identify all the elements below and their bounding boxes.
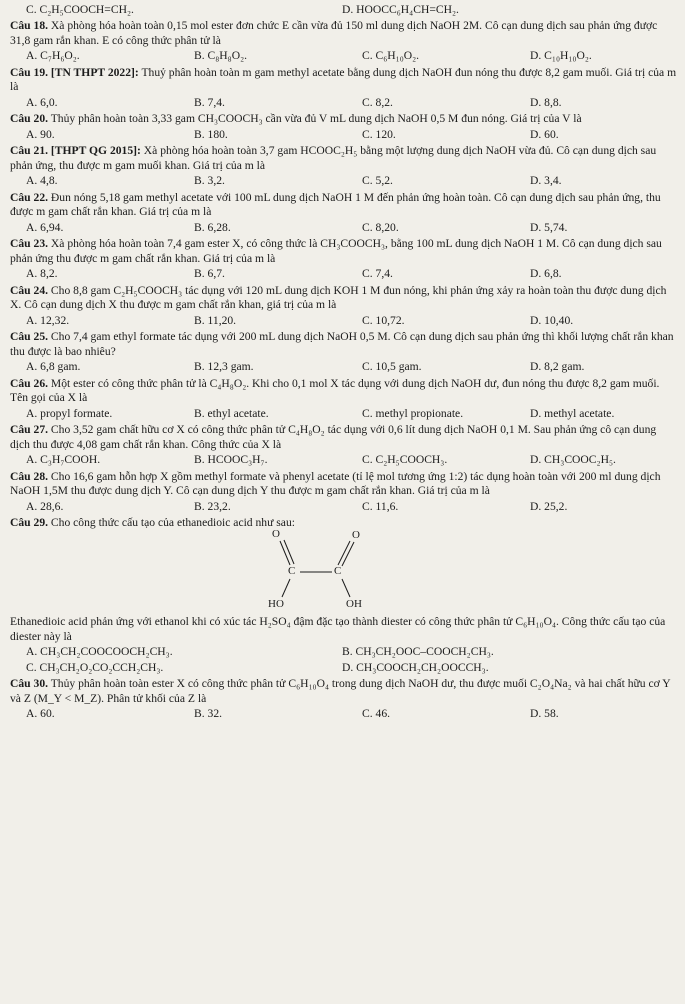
options — [10, 128, 677, 142]
question-label: Câu 27. — [10, 423, 49, 437]
option-c: C. C₂H₅COOCH₃. — [362, 453, 448, 467]
atom-ho: HO — [268, 598, 284, 611]
options — [10, 174, 677, 188]
options — [10, 314, 677, 328]
option-b: B. 23,2. — [194, 499, 231, 513]
question-label: Câu 28. — [10, 469, 49, 483]
option-c: C. 10,72. — [362, 313, 405, 327]
question-label: Câu 21. [THPT QG 2015]: — [10, 144, 141, 158]
option-d: D. 60. — [530, 127, 559, 141]
option-d: D. 6,8. — [530, 267, 562, 281]
question-text: Cho 16,6 gam hỗn hợp X gồm methyl formate và phenyl acetate (tỉ lệ mol tương ứng 1:2) tác dụng hoàn toàn với 200 ml dung dịch NaOH 1,5M thu được dung dịch Y. Cô cạn dung dịch Y thu được m gam chất rắn khan. Giá trị của m là — [10, 469, 661, 498]
option-a: A. 28,6. — [26, 499, 64, 513]
option-c: C. 10,5 gam. — [362, 360, 422, 374]
options — [10, 407, 677, 421]
atom-o-left: O — [272, 528, 280, 541]
option-a: A. propyl formate. — [26, 406, 113, 420]
option-c: C. 7,4. — [362, 267, 393, 281]
option-b: B. 7,4. — [194, 95, 225, 109]
question-20 — [10, 112, 677, 142]
question-28 — [10, 470, 677, 514]
option-d: D. 10,40. — [530, 313, 574, 327]
option-d: D. 3,4. — [530, 174, 562, 188]
option-d: D. 5,74. — [530, 220, 568, 234]
option-a: A. 6,8 gam. — [26, 360, 81, 374]
option-b: B. 6,28. — [194, 220, 231, 234]
option-b: B. 6,7. — [194, 267, 225, 281]
options — [10, 267, 677, 281]
question-label: Câu 26. — [10, 376, 49, 390]
question-text: Xà phòng hóa hoàn toàn 3,7 gam HCOOC₂H₅ bằng một lượng dung dịch NaOH vừa đủ. Cô cạn dung dịch sau phản ứng, thu được m gam muối khan. Giá trị của m là — [10, 144, 657, 172]
option-a: A. 8,2. — [26, 267, 58, 281]
question-21 — [10, 144, 677, 188]
option-b: B. CH₃CH₂OOC–COOCH₂CH₃. — [342, 645, 494, 659]
option-a: A. C₃H₇COOH. — [26, 453, 101, 467]
option-a: A. C₇H₆O₂. — [26, 49, 80, 63]
question-24 — [10, 284, 677, 328]
option-a: A. 4,8. — [26, 174, 58, 188]
option-c: C. C₆H₁₀O₂. — [362, 49, 420, 63]
option-b: B. 12,3 gam. — [194, 360, 254, 374]
previous-question-options — [10, 3, 677, 17]
option-a: A. 6,94. — [26, 220, 64, 234]
option-c: C. C₂H₅COOCH=CH₂. — [26, 3, 134, 16]
question-label: Câu 25. — [10, 330, 49, 344]
question-label: Câu 30. — [10, 677, 49, 691]
question-label: Câu 18. — [10, 19, 49, 33]
option-a: A. 60. — [26, 707, 55, 721]
question-label: Câu 29. — [10, 515, 49, 529]
options — [10, 707, 677, 721]
atom-o-right: O — [352, 529, 360, 542]
question-text: Cho 3,52 gam chất hữu cơ X có công thức phân tử C₄H₈O₂ tác dụng với 0,6 lít dung dịch NaOH 0,1 M. Sau phản ứng cô cạn dung dịch thu được 4,08 gam chất rắn khan. Công thức của X là — [10, 423, 657, 451]
left-c-o-double-bond-1 — [280, 541, 290, 565]
options — [10, 96, 677, 110]
option-d: D. 25,2. — [530, 499, 568, 513]
left-c-oh-bond — [282, 579, 290, 597]
option-d: D. CH₃COOCH₂CH₂OOCCH₃. — [342, 660, 489, 674]
option-b: B. C₈H₈O₂. — [194, 49, 248, 63]
question-18 — [10, 19, 677, 63]
option-d: D. 8,2 gam. — [530, 360, 585, 374]
option-b: B. 11,20. — [194, 313, 237, 327]
option-b: B. ethyl acetate. — [194, 406, 269, 420]
left-c-o-double-bond-2 — [284, 540, 294, 564]
question-text: Xà phòng hóa hoàn toàn 0,15 mol ester đơn chức E cần vừa đủ 150 ml dung dịch NaOH 2M. Cô cạn dung dịch sau phản ứng được 31,8 gam rắn khan. E có công thức phân tử là — [10, 19, 658, 47]
question-text-continued: Ethanedioic acid phản ứng với ethanol khi có xúc tác H₂SO₄ đậm đặc tạo thành diester có công thức phân tử C₆H₁₀O₄. Công thức cấu tạo của diester này là — [10, 615, 666, 643]
option-a: A. 6,0. — [26, 95, 58, 109]
question-text: Xà phòng hóa hoàn toàn 7,4 gam ester X, có công thức là CH₃COOCH₃, bằng 100 mL dung dịch NaOH 1 M. Cô cạn dung dịch sau phản ứng thu được m gam chất rắn khan. Giá trị của m là — [10, 237, 662, 265]
option-c: C. 8,20. — [362, 220, 399, 234]
option-c: C. CH₃CH₂O₂CO₂CCH₂CH₃. — [26, 660, 164, 674]
options — [10, 49, 677, 63]
option-a: A. 12,32. — [26, 313, 70, 327]
option-a: A. 90. — [26, 127, 55, 141]
option-d: D. C₁₀H₁₀O₂. — [530, 49, 592, 63]
atom-c-left: C — [288, 565, 296, 578]
option-d: D. 58. — [530, 707, 559, 721]
option-b: B. 32. — [194, 707, 223, 721]
atom-c-right: C — [334, 565, 342, 578]
option-c: C. 8,2. — [362, 95, 393, 109]
question-19 — [10, 66, 677, 110]
question-label: Câu 22. — [10, 190, 49, 204]
question-text: Một ester có công thức phân tử là C₄H₈O₂. Khi cho 0,1 mol X tác dụng với dung dịch NaOH dư, đun nóng thu được 8,2 gam muối. Tên gọi của X là — [10, 376, 660, 405]
question-27 — [10, 423, 677, 467]
question-23 — [10, 237, 677, 281]
question-text: Cho công thức cấu tạo của ethanedioic acid như sau: — [50, 515, 295, 529]
option-d: D. 8,8. — [530, 95, 562, 109]
question-label: Câu 20. — [10, 112, 49, 126]
options — [10, 500, 677, 514]
question-text: Cho 7,4 gam ethyl formate tác dụng với 200 mL dung dịch NaOH 0,5 M. Cô cạn dung dịch sau phản ứng thì khối lượng chất rắn khan thu được là bao nhiêu? — [10, 330, 674, 358]
options-row-2 — [10, 661, 677, 675]
question-30 — [10, 677, 677, 721]
question-text: Thủy phân hoàn toàn ester X có công thức phân tử C₆H₁₀O₄ trong dung dịch NaOH dư, thu được muối C₂O₄Na₂ và hai chất hữu cơ Y và Z (M_Y < M_Z). Phân tử khối của Z là — [10, 677, 671, 705]
question-text: Thủy phân hoàn toàn 3,33 gam CH₃COOCH₃ cần vừa đủ V mL dung dịch NaOH 0,5 M đun nóng. Giá trị của V là — [50, 112, 582, 126]
question-text: Cho 8,8 gam C₂H₅COOCH₃ tác dụng với 120 mL dung dịch KOH 1 M đun nóng, khi phản ứng xảy ra hoàn toàn thu được dung dịch X. Cô cạn dung dịch X thu được m gam chất rắn khan, giá trị của m là — [10, 283, 667, 312]
option-b: B. HCOOC₃H₇. — [194, 453, 268, 467]
question-22 — [10, 191, 677, 235]
option-d: D. HOOCC₆H₄CH=CH₂. — [342, 3, 459, 16]
question-29 — [10, 516, 677, 675]
option-d: D. methyl acetate. — [530, 406, 615, 420]
option-c: C. 120. — [362, 127, 396, 141]
options — [10, 221, 677, 235]
question-label: Câu 19. [TN THPT 2022]: — [10, 65, 139, 79]
option-c: C. 5,2. — [362, 174, 393, 188]
question-label: Câu 23. — [10, 237, 49, 251]
question-text: Đun nóng 5,18 gam methyl acetate với 100 mL dung dịch NaOH 1 M đến phản ứng hoàn toàn. Cô cạn dung dịch sau phản ứng, thu được m gam chất rắn khan. Giá trị của m là — [10, 190, 661, 219]
atom-oh: OH — [346, 598, 362, 611]
options — [10, 453, 677, 467]
option-b: B. 3,2. — [194, 174, 225, 188]
options-row-1 — [10, 645, 677, 659]
ethanedioic-acid-structure — [246, 528, 386, 613]
option-c: C. 46. — [362, 707, 391, 721]
question-label: Câu 24. — [10, 283, 49, 297]
options — [10, 360, 677, 374]
option-b: B. 180. — [194, 127, 228, 141]
option-d: D. CH₃COOC₂H₅. — [530, 453, 616, 467]
question-26 — [10, 377, 677, 421]
option-c: C. 11,6. — [362, 499, 399, 513]
right-c-oh-bond — [342, 579, 350, 597]
structure-bonds — [246, 531, 386, 613]
option-c: C. methyl propionate. — [362, 406, 464, 420]
option-a: A. CH₃CH₂COOCOOCH₂CH₃. — [26, 645, 173, 659]
question-25 — [10, 330, 677, 374]
question-text: Thuỷ phân hoàn toàn m gam methyl acetate bằng dung dịch NaOH đun nóng thu được 8,2 gam muối. Giá trị của m là — [10, 65, 677, 94]
